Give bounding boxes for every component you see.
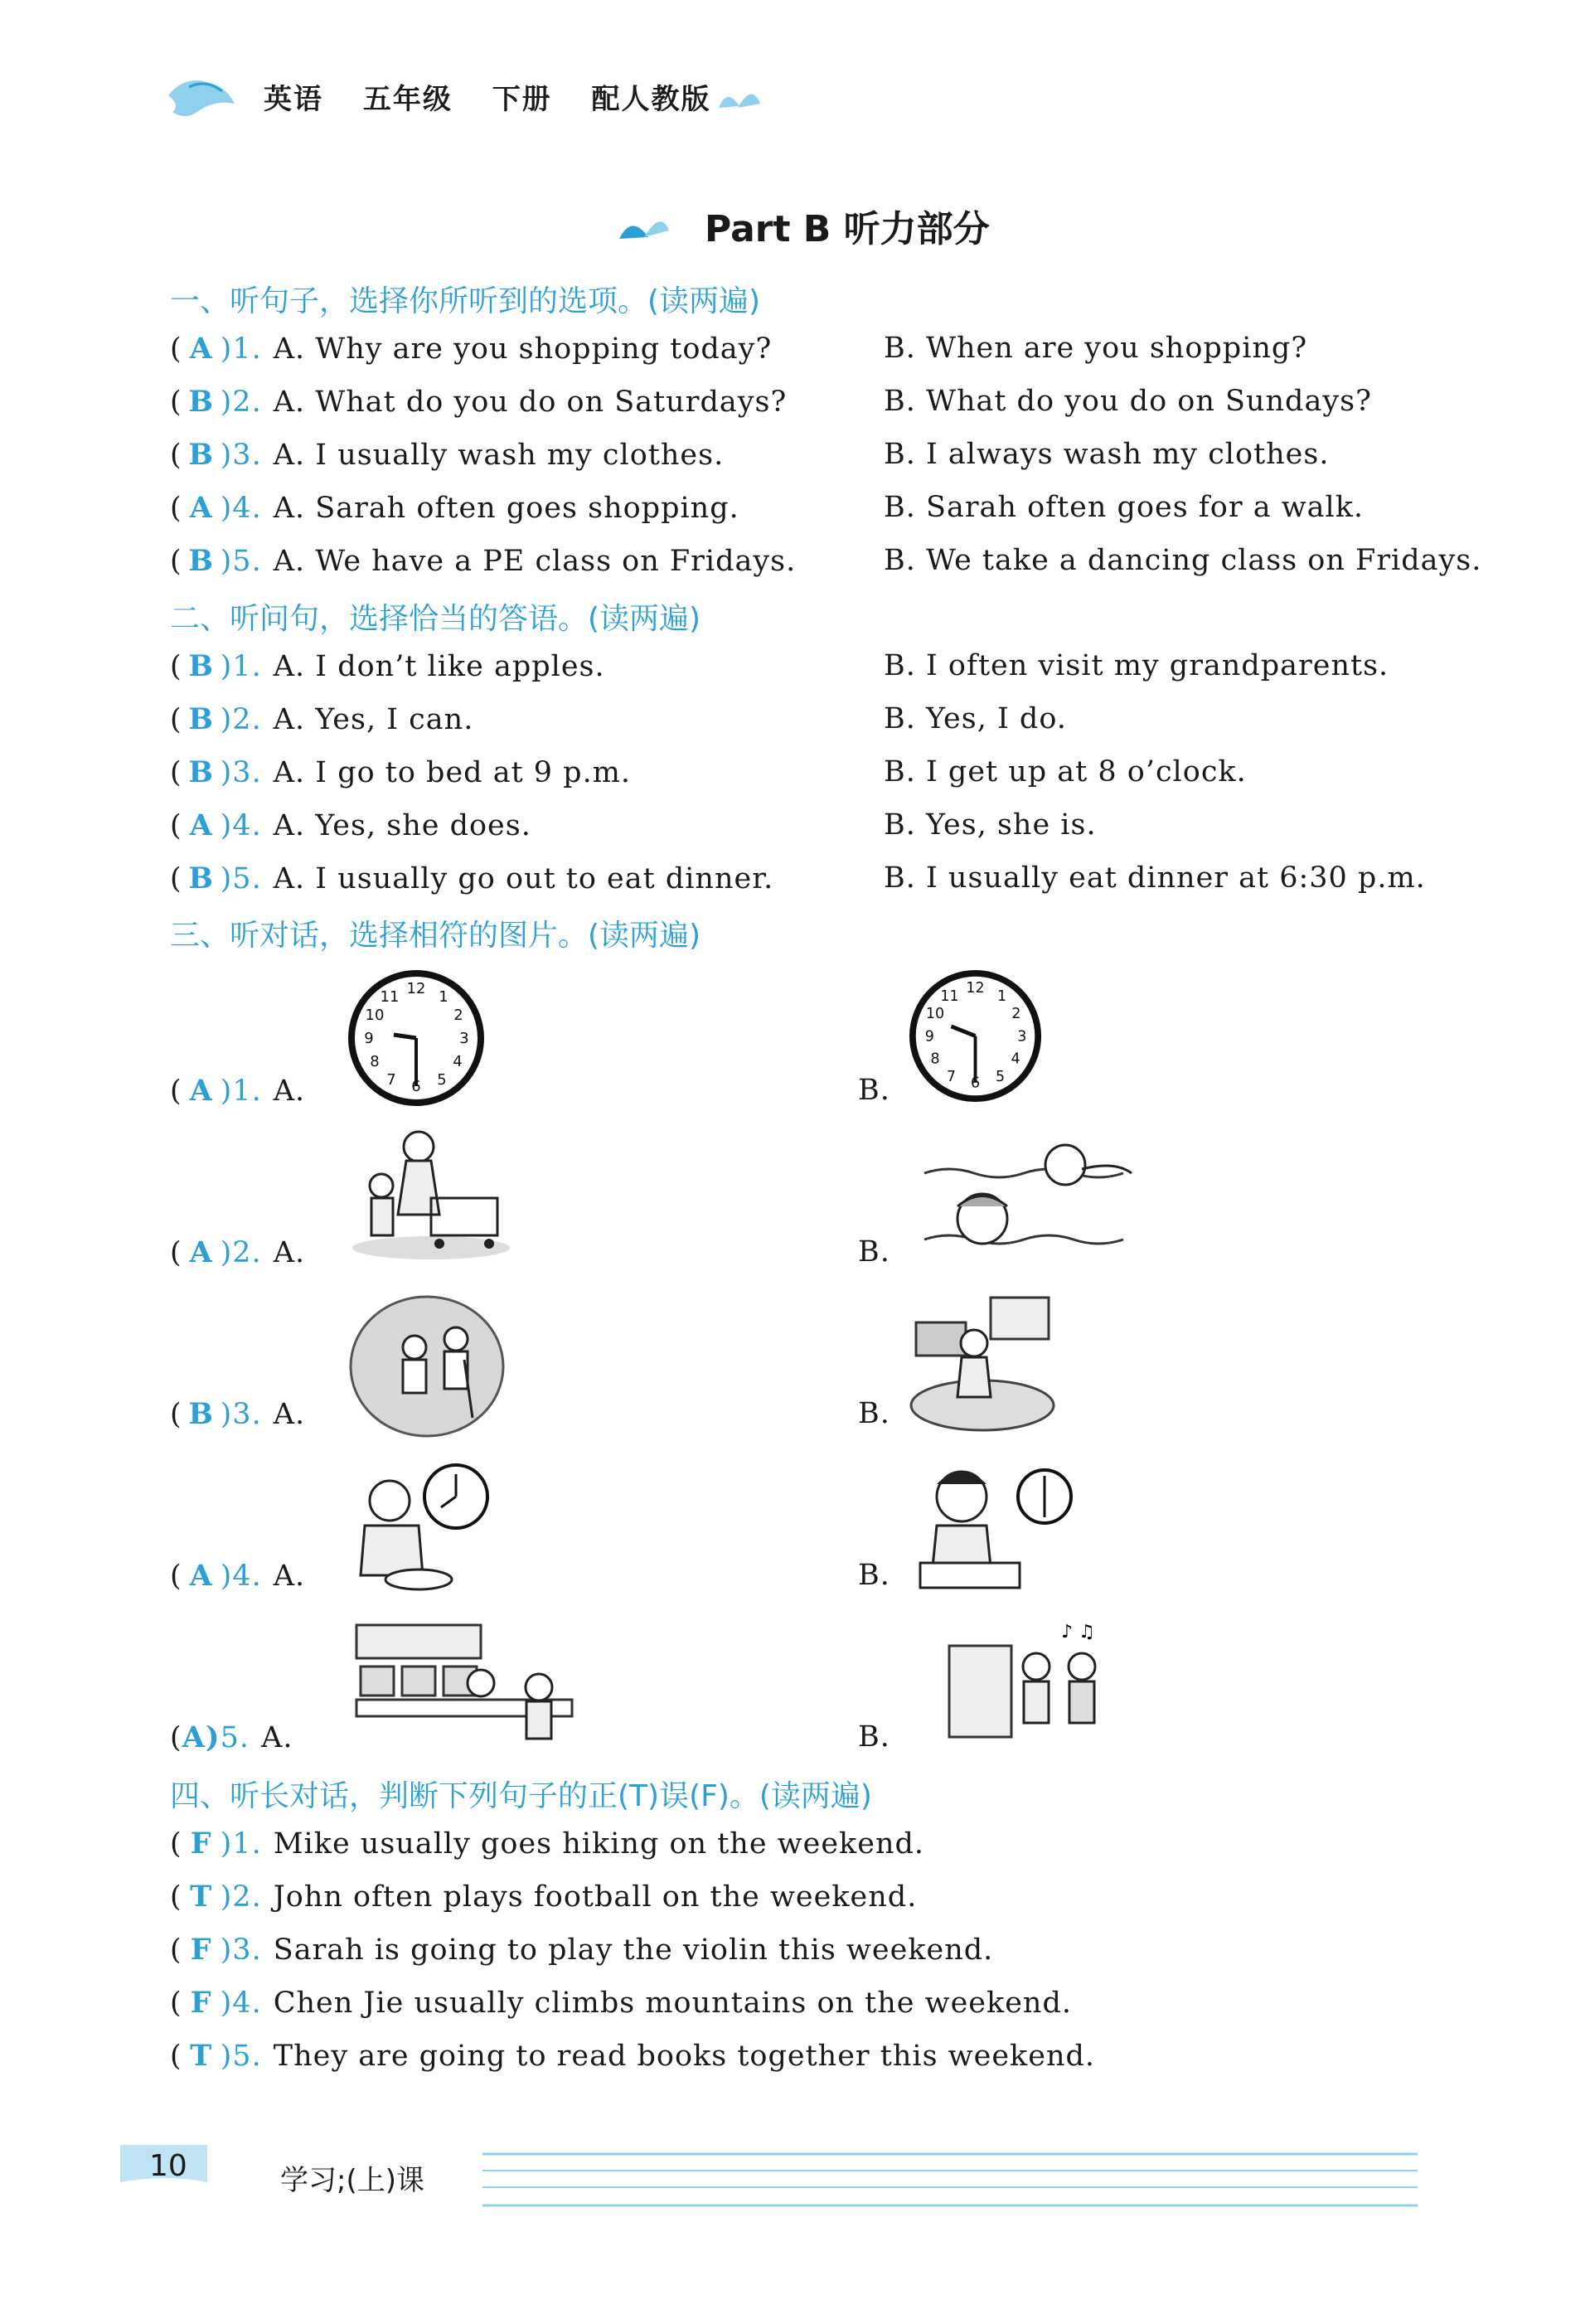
header-logo bbox=[164, 70, 239, 122]
section3-question-1 bbox=[170, 1074, 305, 1108]
svg-text:8: 8 bbox=[930, 1050, 940, 1068]
svg-text:3: 3 bbox=[1017, 1028, 1027, 1046]
option-b: B. Sarah often goes for a walk. bbox=[884, 491, 1365, 524]
part-title-leaf-icon bbox=[615, 206, 673, 245]
footer-lines bbox=[482, 2147, 1418, 2214]
section1-question-4 bbox=[170, 491, 739, 525]
answer-mark: F bbox=[190, 1933, 212, 1967]
svg-text:6: 6 bbox=[970, 1075, 981, 1092]
svg-text:10: 10 bbox=[925, 1006, 945, 1023]
section2-question-2 bbox=[170, 702, 473, 736]
svg-text:4: 4 bbox=[1011, 1050, 1020, 1068]
option-b: B. Yes, she is. bbox=[884, 808, 1097, 842]
answer-paren: ( bbox=[170, 1987, 182, 2020]
svg-text:1: 1 bbox=[439, 988, 448, 1006]
answer-mark: B bbox=[188, 1397, 214, 1431]
svg-text:10: 10 bbox=[365, 1007, 385, 1024]
option-b: B. bbox=[858, 1559, 890, 1592]
option-a: Chen Jie usually climbs mountains on the weekend. bbox=[273, 1987, 1073, 2020]
question-number: )5. bbox=[220, 862, 262, 895]
option-a: A. bbox=[273, 1398, 306, 1431]
section1-question-5 bbox=[170, 544, 796, 578]
answer-mark: B bbox=[188, 438, 214, 472]
svg-text:♪ ♫: ♪ ♫ bbox=[1061, 1622, 1095, 1642]
option-a: A. I go to bed at 9 p.m. bbox=[273, 756, 632, 789]
question-number: )1. bbox=[220, 650, 262, 683]
question-number: )1. bbox=[220, 1827, 262, 1861]
section3-question-3 bbox=[170, 1397, 305, 1431]
answer-mark: B bbox=[188, 649, 214, 683]
svg-text:7: 7 bbox=[946, 1068, 956, 1085]
option-a: A. Why are you shopping today? bbox=[273, 332, 773, 366]
section2-title: 二、听问句，选择恰当的答语。(读两遍) bbox=[170, 602, 701, 636]
svg-text:6: 6 bbox=[411, 1078, 421, 1095]
svg-text:7: 7 bbox=[386, 1071, 396, 1089]
option-a: A. We have a PE class on Fridays. bbox=[273, 545, 797, 578]
option-a: John often plays football on the weekend. bbox=[273, 1880, 918, 1914]
clock-a-image bbox=[348, 970, 485, 1107]
answer-mark: B bbox=[188, 385, 214, 419]
header-subject: 英语 bbox=[264, 83, 323, 116]
svg-text:12: 12 bbox=[966, 980, 985, 997]
question-number: 5. bbox=[220, 1721, 250, 1754]
answer-paren: ( bbox=[170, 703, 182, 736]
svg-text:1: 1 bbox=[996, 987, 1007, 1005]
header-grade: 五年级 bbox=[362, 83, 453, 116]
swimming-children-image bbox=[916, 1123, 1148, 1264]
question-number: )3. bbox=[220, 756, 262, 789]
section4-question-5 bbox=[170, 2039, 1095, 2073]
option-a: A. I usually go out to eat dinner. bbox=[273, 862, 774, 895]
answer-mark: T bbox=[190, 1880, 213, 1914]
answer-paren: ( bbox=[170, 1933, 182, 1967]
section1-question-3 bbox=[170, 438, 724, 472]
answer-mark: B bbox=[188, 702, 214, 736]
grandpa-eating-clock-image bbox=[348, 1459, 493, 1596]
question-number: )3. bbox=[220, 439, 262, 472]
svg-text:11: 11 bbox=[940, 987, 959, 1005]
section3-question-4 bbox=[170, 1559, 305, 1593]
answer-mark: A bbox=[189, 1235, 213, 1269]
answer-paren: ( bbox=[170, 386, 182, 419]
option-a: Mike usually goes hiking on the weekend. bbox=[273, 1827, 925, 1861]
answer-mark: F bbox=[190, 1827, 212, 1861]
option-b: B. When are you shopping? bbox=[884, 332, 1308, 365]
header-leaf-icon bbox=[715, 83, 764, 116]
svg-text:9: 9 bbox=[924, 1028, 934, 1046]
answer-mark: T bbox=[190, 2039, 213, 2073]
option-b: B. bbox=[858, 1074, 890, 1107]
header-volume: 下册 bbox=[492, 83, 552, 116]
question-number: )5. bbox=[220, 545, 262, 578]
answer-paren: ( bbox=[170, 650, 182, 683]
option-a: A. What do you do on Saturdays? bbox=[273, 386, 788, 419]
svg-text:11: 11 bbox=[380, 988, 400, 1006]
answer-mark: B bbox=[188, 861, 214, 895]
option-b: B. bbox=[858, 1397, 890, 1430]
boy-eating-clock-image bbox=[912, 1459, 1078, 1596]
answer-paren: ( bbox=[170, 1880, 182, 1914]
section1-question-2 bbox=[170, 385, 787, 419]
option-b: B. We take a dancing class on Fridays. bbox=[884, 544, 1482, 577]
answer-mark: A bbox=[189, 808, 213, 842]
header-edition: 配人教版 bbox=[591, 83, 711, 116]
question-number: )3. bbox=[220, 1398, 262, 1431]
svg-text:5: 5 bbox=[996, 1068, 1006, 1085]
question-number: )4. bbox=[220, 809, 262, 842]
answer-paren: ( bbox=[170, 2040, 182, 2073]
page-number: 10 bbox=[149, 2149, 187, 2183]
girl-cleaning-room-image bbox=[908, 1289, 1057, 1439]
svg-text:5: 5 bbox=[437, 1071, 447, 1089]
option-a: A. bbox=[273, 1560, 306, 1593]
sweeping-children-image bbox=[348, 1293, 506, 1439]
part-title: Part B 听力部分 bbox=[705, 208, 990, 250]
answer-mark: A bbox=[189, 1559, 213, 1593]
option-a: They are going to read books together this weekend. bbox=[273, 2040, 1096, 2073]
header-book-info bbox=[264, 76, 739, 117]
option-b: B. What do you do on Sundays? bbox=[884, 385, 1372, 418]
option-a: A. Yes, I can. bbox=[273, 703, 474, 736]
answer-paren: ( bbox=[170, 1075, 182, 1108]
answer-mark: F bbox=[190, 1986, 212, 2020]
option-b: B. bbox=[858, 1235, 890, 1269]
option-a: Sarah is going to play the violin this weekend. bbox=[273, 1933, 994, 1967]
section1-title: 一、听句子，选择你所听到的选项。(读两遍) bbox=[170, 284, 761, 318]
svg-text:3: 3 bbox=[459, 1030, 469, 1047]
question-number: )3. bbox=[220, 1933, 262, 1967]
answer-paren: ( bbox=[170, 1721, 182, 1754]
section1-question-1 bbox=[170, 332, 772, 366]
answer-paren: ( bbox=[170, 439, 182, 472]
option-a: A. bbox=[273, 1236, 306, 1269]
section3-question-2 bbox=[170, 1235, 305, 1269]
svg-text:4: 4 bbox=[453, 1053, 463, 1070]
answer-paren: ( bbox=[170, 1398, 182, 1431]
answer-paren: ( bbox=[170, 862, 182, 895]
answer-paren: ( bbox=[170, 1236, 182, 1269]
computer-class-image bbox=[348, 1617, 576, 1754]
option-b: B. bbox=[858, 1720, 890, 1754]
section2-question-3 bbox=[170, 755, 631, 789]
question-number: )1. bbox=[220, 1075, 262, 1108]
question-number: )5. bbox=[220, 2040, 262, 2073]
section4-question-1 bbox=[170, 1827, 924, 1861]
option-a: A. I don’t like apples. bbox=[273, 650, 605, 683]
section4-question-2 bbox=[170, 1880, 917, 1914]
question-number: )4. bbox=[220, 492, 262, 525]
option-b: B. I often visit my grandparents. bbox=[884, 649, 1389, 682]
question-number: )1. bbox=[220, 332, 262, 366]
option-b: B. I usually eat dinner at 6:30 p.m. bbox=[884, 861, 1426, 895]
svg-text:2: 2 bbox=[1011, 1006, 1021, 1023]
answer-mark: A bbox=[189, 1074, 213, 1108]
answer-paren: ( bbox=[170, 492, 182, 525]
answer-paren: ( bbox=[170, 1827, 182, 1861]
option-a: A. Yes, she does. bbox=[273, 809, 531, 842]
answer-paren: ( bbox=[170, 756, 182, 789]
answer-mark: A bbox=[189, 491, 213, 525]
question-number: )2. bbox=[220, 1880, 262, 1914]
music-class-image bbox=[945, 1617, 1115, 1754]
option-a: A. I usually wash my clothes. bbox=[273, 439, 725, 472]
section4-question-3 bbox=[170, 1933, 993, 1967]
svg-text:12: 12 bbox=[406, 980, 426, 997]
svg-text:9: 9 bbox=[364, 1030, 374, 1047]
question-number: )2. bbox=[220, 386, 262, 419]
answer-mark: A bbox=[189, 332, 213, 366]
answer-paren: ( bbox=[170, 809, 182, 842]
question-number: )4. bbox=[220, 1987, 262, 2020]
section4-question-4 bbox=[170, 1986, 1072, 2020]
option-a: A. bbox=[261, 1721, 293, 1754]
option-b: B. I always wash my clothes. bbox=[884, 438, 1330, 471]
option-a: A. Sarah often goes shopping. bbox=[273, 492, 739, 525]
shopping-family-image bbox=[348, 1123, 514, 1264]
section2-question-4 bbox=[170, 808, 531, 842]
question-number: )2. bbox=[220, 1236, 262, 1269]
footer-brand: 学习;(上)课 bbox=[280, 2164, 424, 2197]
question-number: )2. bbox=[220, 703, 262, 736]
answer-paren: ( bbox=[170, 1560, 182, 1593]
answer-paren: ( bbox=[170, 545, 182, 578]
section3-title: 三、听对话，选择相符的图片。(读两遍) bbox=[170, 919, 701, 953]
svg-text:8: 8 bbox=[370, 1053, 380, 1070]
option-b: B. Yes, I do. bbox=[884, 702, 1067, 735]
section2-question-1 bbox=[170, 649, 605, 683]
option-b: B. I get up at 8 o’clock. bbox=[884, 755, 1247, 788]
section2-question-5 bbox=[170, 861, 773, 895]
answer-mark: B bbox=[188, 544, 214, 578]
clock-b-image bbox=[909, 970, 1042, 1103]
answer-mark: A) bbox=[182, 1720, 221, 1754]
section3-question-5 bbox=[170, 1720, 293, 1754]
section4-title: 四、听长对话，判断下列句子的正(T)误(F)。(读两遍) bbox=[170, 1779, 872, 1813]
svg-text:2: 2 bbox=[453, 1007, 463, 1024]
answer-paren: ( bbox=[170, 332, 182, 366]
answer-mark: B bbox=[188, 755, 214, 789]
option-a: A. bbox=[273, 1075, 306, 1108]
question-number: )4. bbox=[220, 1560, 262, 1593]
